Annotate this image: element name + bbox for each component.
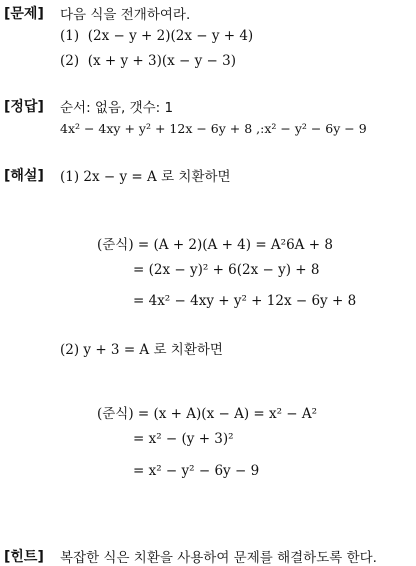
solution-tag: [해설]	[4, 168, 44, 184]
problem-item-1-number: (1)	[60, 28, 80, 44]
answer-summary: 순서: 없음, 갯수: 1	[60, 100, 174, 116]
solution-part2-intro: (2) y + 3 = A 로 치환하면	[60, 342, 223, 358]
problem-tag: [문제]	[4, 6, 44, 22]
solution-part1-line-1: (준식) = (A + 2)(A + 4) = A²6A + 8	[97, 237, 333, 253]
problem-instruction: 다음 식을 전개하여라.	[60, 7, 191, 23]
hint-text: 복잡한 식은 치환을 사용하여 문제를 해결하도록 한다.	[60, 550, 377, 566]
answer-line: 4x² − 4xy + y² + 12x − 6y + 8 ,:x² − y² − 6y − 9	[60, 121, 367, 136]
problem-item-2	[60, 53, 236, 69]
problem-item-2-number: (2)	[60, 53, 80, 69]
solution-part2-line-1: (준식) = (x + A)(x − A) = x² − A²	[97, 406, 318, 422]
solution-part1-intro: (1) 2x − y = A 로 치환하면	[60, 169, 231, 185]
solution-part2-line-2: = x² − (y + 3)²	[133, 431, 234, 447]
solution-part2-line-3: = x² − y² − 6y − 9	[133, 463, 260, 479]
problem-item-1	[60, 28, 253, 44]
problem-item-2-expr: (x + y + 3)(x − y − 3)	[87, 53, 237, 69]
hint-tag: [힌트]	[4, 549, 44, 565]
problem-item-1-expr: (2x − y + 2)(2x − y + 4)	[87, 28, 254, 44]
solution-part1-line-2: = (2x − y)² + 6(2x − y) + 8	[133, 262, 320, 278]
answer-tag: [정답]	[4, 99, 44, 115]
solution-part1-line-3: = 4x² − 4xy + y² + 12x − 6y + 8	[133, 293, 357, 309]
